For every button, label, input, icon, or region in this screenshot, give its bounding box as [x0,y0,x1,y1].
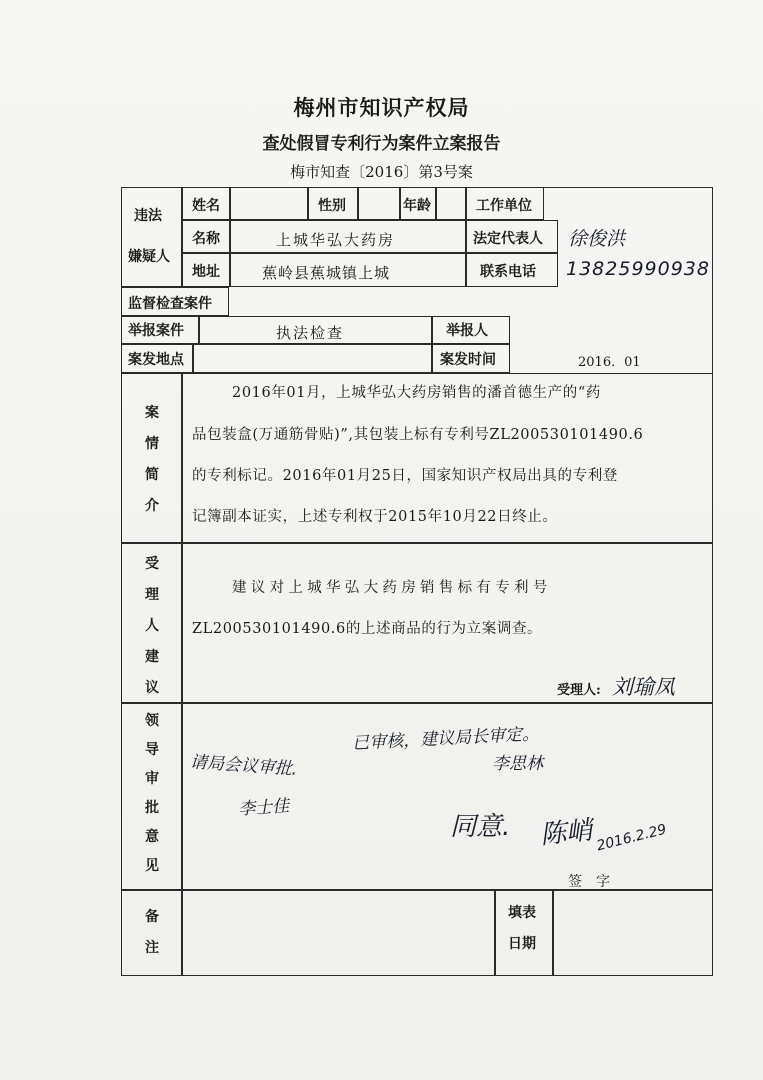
gender-label: 性别 [318,198,346,214]
legal-rep-label: 法定代表人 [473,231,543,247]
suspect-group-cell [121,187,182,287]
approval-sign-final: 陈峭 [538,815,594,851]
approval-label-char: 导 [145,742,159,758]
phone-handwriting: 13825990938 [566,258,710,280]
approval-note-left: 请局会议审批. [189,752,298,780]
entity-name: 上城华弘大药房 [276,231,396,249]
gender-value-cell [358,187,400,220]
age-value-cell [436,187,466,220]
approval-label-char: 见 [145,858,159,874]
summary-line-1: 2016年01月，上城华弘大药房销售的潘首德生产的“药 [232,385,601,401]
approval-note-final: 同意. [450,812,511,842]
fill-date-label-line: 填表 [508,905,536,921]
sign-label: 签 字 [568,874,610,890]
name-value-cell [230,187,308,220]
approval-label-char: 领 [145,713,159,729]
inspection-label: 监督检查案件 [128,296,212,312]
approval-label-char: 批 [145,800,159,816]
remarks-label-char: 注 [145,940,159,956]
employer-label: 工作单位 [476,198,532,214]
approval-label-char: 意 [145,829,159,845]
approval-note-right: 已审核，建议局长审定。 [351,724,540,754]
address-label: 地址 [192,264,220,280]
legal-rep-handwriting: 徐俊洪 [568,228,626,250]
location-value-cell [193,344,432,373]
time-value: 2016．01 [578,355,641,370]
age-label: 年龄 [403,198,431,214]
entity-name-label: 名称 [192,231,220,247]
approval-date: 2016.2.29 [595,821,669,855]
suspect-group-label-1: 违法 [134,208,162,224]
handler-signature: 刘瑜凤 [612,675,675,699]
summary-label-char: 情 [145,436,159,452]
address-value: 蕉岭县蕉城镇上城 [262,264,391,282]
handler-label: 受理人: [557,683,601,698]
phone-label: 联系电话 [480,264,536,280]
remarks-label-char: 备 [145,909,159,925]
summary-label-char: 简 [145,467,159,483]
remarks-text-cell [182,890,495,976]
recommendation-label-char: 受 [145,556,159,572]
approval-sign-right: 李思林 [492,754,543,774]
recommendation-label-char: 建 [145,649,159,665]
org-title: 梅州市知识产权局 [293,95,470,120]
summary-label-char: 案 [145,405,159,421]
case-number: 梅市知查〔2016〕第3号案 [290,163,473,181]
approval-sign-left: 李士佳 [237,796,290,820]
recommendation-line-1: 建议对上城华弘大药房销售标有专利号 [232,580,552,596]
fill-date-label-line: 日期 [508,936,536,952]
recommendation-label-char: 理 [145,587,159,603]
name-label: 姓名 [192,198,220,214]
reporter-label: 举报人 [446,323,488,339]
recommendation-line-2: ZL200530101490.6的上述商品的行为立案调查。 [192,621,543,637]
location-label: 案发地点 [128,352,184,368]
approval-label-char: 审 [145,771,159,787]
summary-line-2: 品包装盒(万通筋骨贴)”,其包装上标有专利号ZL200530101490.6 [192,427,644,443]
report-title: 查处假冒专利行为案件立案报告 [262,134,501,154]
fill-date-value-cell [553,890,713,976]
report-case-value: 执法检查 [276,324,345,342]
recommendation-label-char: 议 [145,680,159,696]
suspect-group-label-2: 嫌疑人 [128,249,170,265]
summary-line-3: 的专利标记。2016年01月25日，国家知识产权局出具的专利登 [192,468,618,484]
summary-label-char: 介 [145,498,159,514]
recommendation-label-char: 人 [145,618,159,634]
summary-line-4: 记簿副本证实，上述专利权于2015年10月22日终止。 [192,509,558,525]
report-case-label: 举报案件 [128,323,184,339]
time-label: 案发时间 [440,352,496,368]
